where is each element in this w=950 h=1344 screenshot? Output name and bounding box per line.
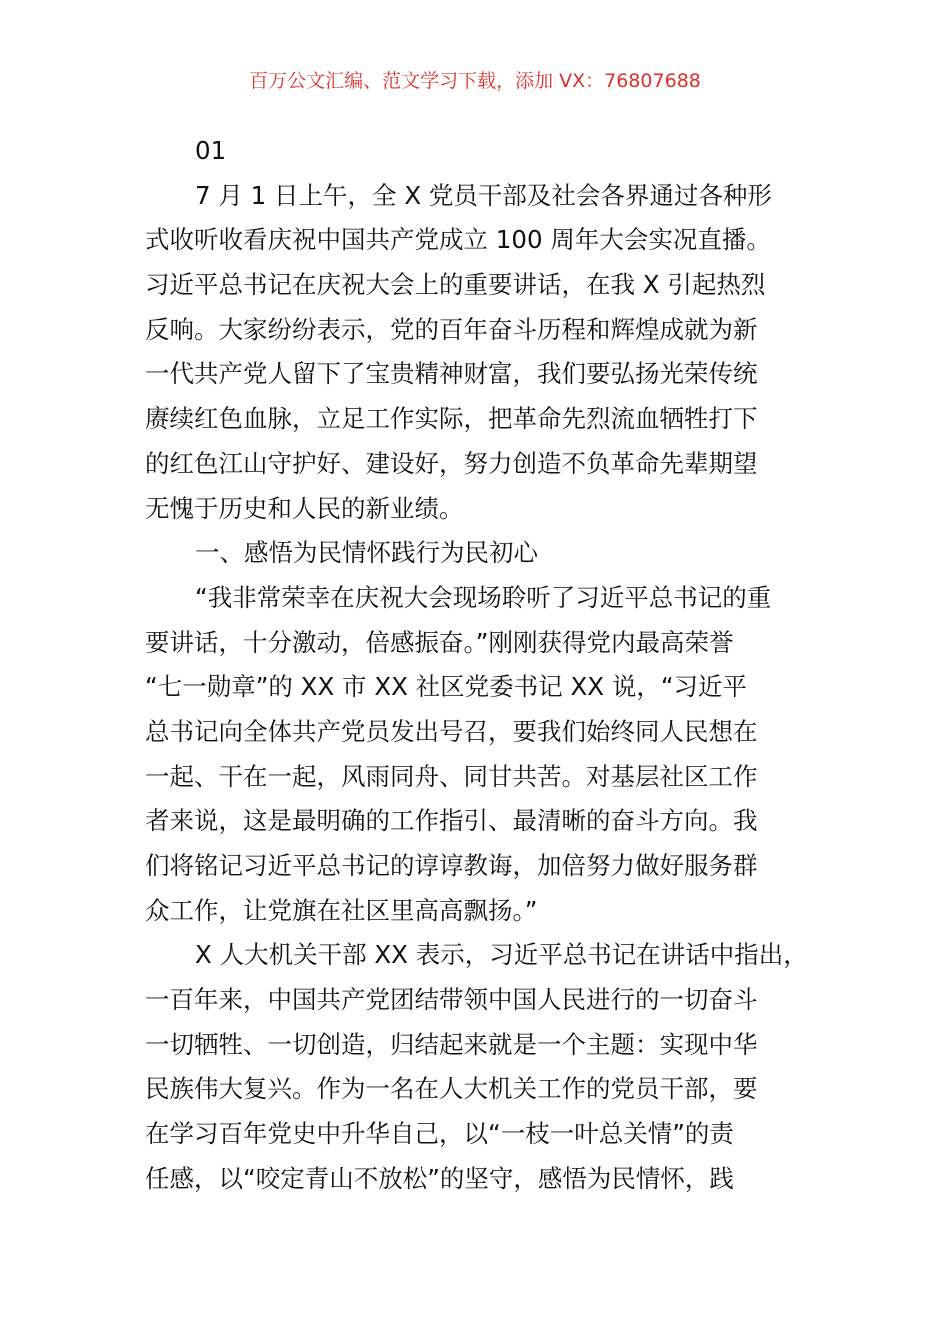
- text-line: 一、感悟为民情怀践行为民初心: [195, 538, 538, 568]
- text-line: 习近平总书记在庆祝大会上的重要讲话，在我 X 引起热烈: [145, 270, 766, 300]
- text-line: 式收听收看庆祝中国共产党成立 100 周年大会实况直播。: [145, 225, 771, 255]
- text-line: “七一勋章”的 XX 市 XX 社区党委书记 XX 说，“习近平: [145, 672, 748, 702]
- text-line: 一起、干在一起，风雨同舟、同甘共苦。对基层社区工作: [145, 761, 758, 791]
- text-line: 一百年来，中国共产党团结带领中国人民进行的一切奋斗: [145, 985, 758, 1015]
- text-line: 要讲话，十分激动，倍感振奋。”刚刚获得党内最高荣誉: [145, 627, 734, 657]
- paragraph: [145, 933, 815, 1201]
- paragraph: [145, 174, 815, 532]
- text-line: 赓续红色血脉，立足工作实际，把革命先烈流血牺牲打下: [145, 404, 758, 434]
- text-line: 任感，以“咬定青山不放松”的坚守，感悟为民情怀，践: [145, 1163, 734, 1193]
- text-line: 7 月 1 日上午，全 X 党员干部及社会各界通过各种形: [195, 180, 772, 210]
- section-heading: [145, 531, 815, 576]
- text-line: 者来说，这是最明确的工作指引、最清晰的奋斗方向。我: [145, 806, 758, 836]
- watermark-header: 百万公文汇编、范文学习下载，添加 VX：76807688: [249, 70, 701, 92]
- text-line: 一切牺牲、一切创造，归结起来就是一个主题：实现中华: [145, 1029, 758, 1059]
- text-line: 01: [195, 136, 227, 165]
- text-line: 无愧于历史和人民的新业绩。: [145, 493, 464, 523]
- text-line: 一代共产党人留下了宝贵精神财富，我们要弘扬光荣传统: [145, 359, 758, 389]
- text-line: 反响。大家纷纷表示，党的百年奋斗历程和辉煌成就为新: [145, 314, 758, 344]
- text-line: 民族伟大复兴。作为一名在人大机关工作的党员干部，要: [145, 1074, 758, 1104]
- section-number: [145, 129, 815, 174]
- text-line: 们将铭记习近平总书记的谆谆教诲，加倍努力做好服务群: [145, 851, 758, 880]
- paragraph: [145, 576, 815, 934]
- text-line: X 人大机关干部 XX 表示，习近平总书记在讲话中指出，: [195, 940, 808, 970]
- document-body: [145, 129, 815, 1202]
- text-line: 总书记向全体共产党员发出号召，要我们始终同人民想在: [145, 716, 758, 746]
- text-line: 的红色江山守护好、建设好，努力创造不负革命先辈期望: [145, 448, 758, 478]
- text-line: 在学习百年党史中升华自己，以“一枝一叶总关情”的责: [145, 1119, 734, 1149]
- text-line: 众工作，让党旗在社区里高高飘扬。”: [145, 895, 538, 925]
- text-line: “我非常荣幸在庆祝大会现场聆听了习近平总书记的重: [195, 582, 772, 612]
